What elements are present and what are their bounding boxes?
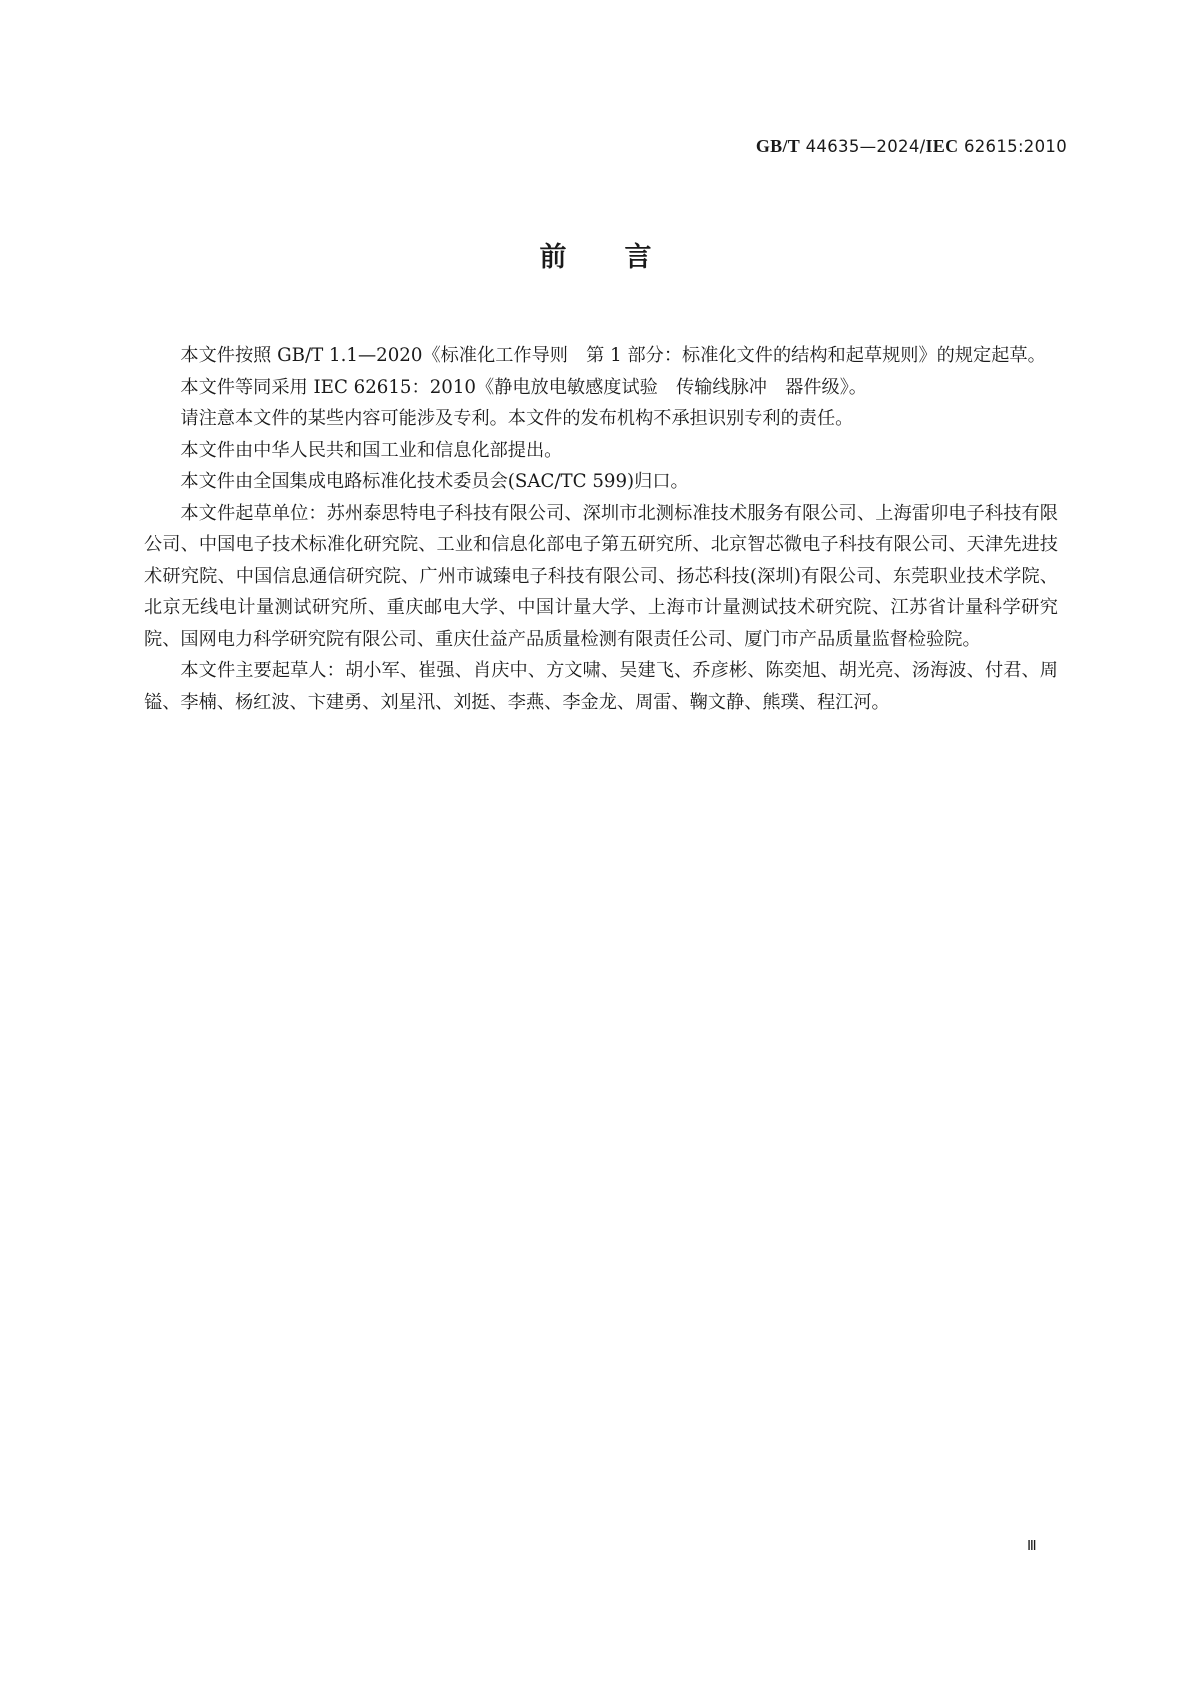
paragraph-iec-adoption: 本文件等同采用 IEC 62615：2010《静电放电敏感度试验 传输线脉冲 器件级》。 [180, 376, 867, 398]
paragraph-drafters: 本文件主要起草人：胡小军、崔强、肖庆中、方文啸、吴建飞、乔彦彬、陈奕旭、胡光亮、汤海波、付君、周镒、李楠、杨红波、卞建勇、刘星汛、刘挺、李燕、李金龙、周雷、鞠文静、熊璞、程江河。 [144, 660, 1058, 713]
title-char-2: 言 [624, 242, 652, 273]
paragraph-committee: 本文件由全国集成电路标准化技术委员会(SAC/TC 599)归口。 [180, 471, 689, 492]
paragraph-drafting-rules: 本文件按照 GB/T 1.1—2020《标准化工作导则 第 1 部分：标准化文件的结构和起草规则》的规定起草。 [180, 345, 1046, 366]
paragraph-proposer: 本文件由中华人民共和国工业和信息化部提出。 [180, 439, 563, 461]
paragraph-drafting-units: 本文件起草单位：苏州泰思特电子科技有限公司、深圳市北测标准技术服务有限公司、上海雷卯电子科技有限公司、中国电子技术标准化研究院、工业和信息化部电子第五研究所、北京智芯微电子科技有限公司、天津先进技术研究院、中国信息通信研究院、广州市诚臻电子科技有限公司、扬芯科技(深圳)有限公司、东莞职业技术学院、北京无线电计量测试研究所、重庆邮电大学、中国计量大学、上海市计量测试技术研究院、江苏省计量科学研究院、国网电力科学研究院有限公司、重庆仕益产品质量检测有限责任公司、厦门市产品质量监督检验院。 [144, 502, 1058, 650]
page-number: Ⅲ [1027, 1539, 1036, 1554]
paragraph-patent-notice: 请注意本文件的某些内容可能涉及专利。本文件的发布机构不承担识别专利的责任。 [180, 408, 854, 429]
standard-number: 44635—2024/ [800, 137, 926, 156]
standard-code-header [756, 136, 1067, 157]
title-char-1: 前 [539, 242, 567, 273]
iec-prefix: IEC [925, 136, 959, 156]
standard-prefix: GB/T [755, 136, 801, 156]
iec-number: 62615:2010 [958, 137, 1067, 156]
page-title [0, 240, 1191, 276]
foreword-body [144, 340, 1058, 718]
